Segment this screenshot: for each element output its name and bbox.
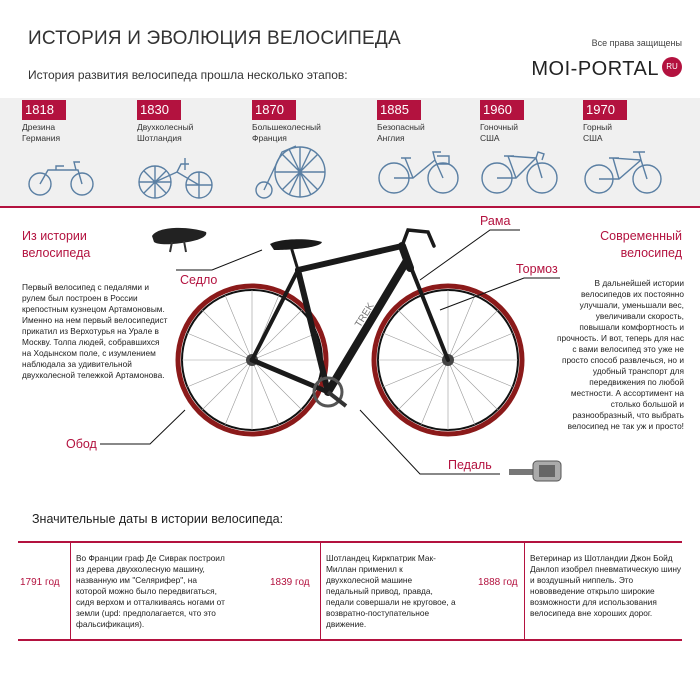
era-name: Большеколесный bbox=[252, 122, 321, 132]
dates-table bbox=[18, 541, 682, 641]
logo-badge: RU bbox=[662, 57, 682, 77]
era-country: США bbox=[583, 133, 603, 143]
history-heading-line1: Из истории bbox=[22, 229, 87, 243]
era-country: Франция bbox=[252, 133, 287, 143]
date-text: Ветеринар из Шотландии Джон Бойд Данлоп изобрел пневматическую шину и воздушный ниппель. Это нововведение открыло широкие возможности для использования велосипеда вне хороших дорог. bbox=[530, 553, 682, 618]
copyright-notice: Все права защищены bbox=[591, 38, 682, 48]
page-title: ИСТОРИЯ И ЭВОЛЮЦИЯ ВЕЛОСИПЕДА bbox=[28, 28, 401, 49]
era-country: Англия bbox=[377, 133, 405, 143]
date-year: 1791 год bbox=[20, 577, 60, 588]
era-year: 1870 bbox=[252, 100, 296, 120]
era-year: 1970 bbox=[583, 100, 627, 120]
date-text: Шотландец Киркпатрик Мак-Миллан применил к двухколесной машине педальный привод, правда, педали совершали не круговое, а возвратно-поступательное движение. bbox=[326, 553, 456, 629]
timeline-intro: История развития велосипеда прошла несколько этапов: bbox=[28, 68, 348, 82]
era-name: Горный bbox=[583, 122, 613, 132]
logo-text: MOI-PORTAL bbox=[531, 58, 659, 80]
divider bbox=[524, 543, 525, 639]
label-saddle: Седло bbox=[180, 273, 218, 287]
history-heading-line2: велосипеда bbox=[22, 246, 91, 260]
era-name: Дрезина bbox=[22, 122, 56, 132]
history-text: Первый велосипед с педалями и рулем был построен в России крепостным кузнецом Артамоновым. Именно на нем первый велосипедист прикатил из Верхотурья на Урале в Москву. Толпа людей, собравшихся на Ходынском поле, с изумлением наблюдала за удивительной двухколесной тележкой Артамонова. bbox=[22, 282, 168, 380]
era-country: Шотландия bbox=[137, 133, 182, 143]
era-year: 1885 bbox=[377, 100, 421, 120]
era-name: Двухколесный bbox=[137, 122, 194, 132]
era-name: Безопасный bbox=[377, 122, 425, 132]
label-frame: Рама bbox=[480, 214, 511, 228]
frame-brand: TREK bbox=[353, 301, 377, 330]
modern-heading-line1: Современный bbox=[600, 229, 682, 243]
era-name: Гоночный bbox=[480, 122, 518, 132]
divider bbox=[320, 543, 321, 639]
date-year: 1888 год bbox=[478, 577, 518, 588]
date-entry bbox=[458, 543, 682, 639]
dates-heading: Значительные даты в истории велосипеда: bbox=[32, 512, 284, 526]
date-text: Во Франции граф Де Сиврак построил из дерева двухколесную машину, названную им "Селярифер", на которой можно было передвигаться, сидя верхом и отталкиваясь ногами от земли (upd: предполагается, что это фальсификация). bbox=[76, 553, 225, 629]
date-entry bbox=[18, 543, 236, 639]
era-country: США bbox=[480, 133, 500, 143]
date-entry bbox=[236, 543, 458, 639]
era-year: 1960 bbox=[480, 100, 524, 120]
divider bbox=[70, 543, 71, 639]
modern-heading-line2: велосипед bbox=[620, 246, 682, 260]
label-rim: Обод bbox=[66, 437, 97, 451]
label-pedal: Педаль bbox=[448, 458, 492, 472]
label-brake: Тормоз bbox=[516, 262, 558, 276]
date-year: 1839 год bbox=[270, 577, 310, 588]
era-year: 1818 bbox=[22, 100, 66, 120]
modern-text: В дальнейшей истории велосипедов их постоянно улучшали, уменьшали вес, увеличивали скорость, повышали комфортность и прочность. И вот, теперь для нас с вами велосипед это уже не просто способ развлечься, но и удобный транспорт для передвижения по любой местности. А ассортимент на столько большой и разнообразный, что выбрать велосипед не так уж и просто! bbox=[557, 278, 684, 431]
era-country: Германия bbox=[22, 133, 61, 143]
era-year: 1830 bbox=[137, 100, 181, 120]
